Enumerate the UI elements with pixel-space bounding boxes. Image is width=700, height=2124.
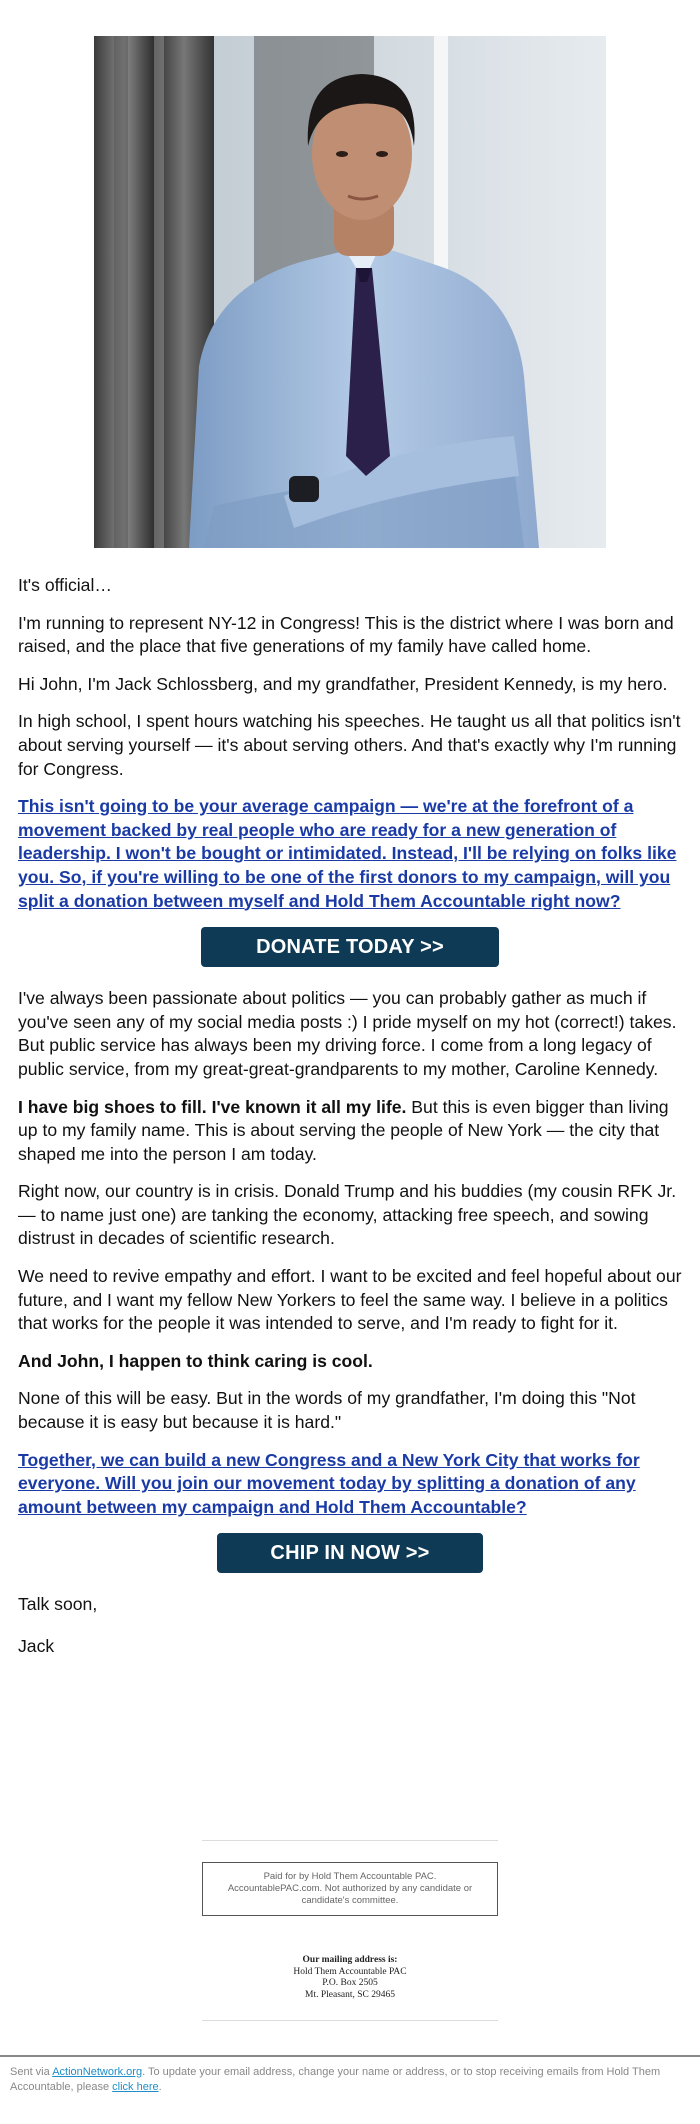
signature: Jack [18, 1636, 55, 1656]
announcement-paragraph: I'm running to represent NY-12 in Congress! This is the district where I was born and raised, and the place that five generations of my family have called home. [18, 612, 674, 657]
mailing-address [200, 1955, 500, 2001]
donate-button-row [18, 927, 682, 967]
high-school-paragraph: In high school, I spent hours watching his speeches. He taught us all that politics isn't about serving yourself — it's about serving others. And that's exactly why I'm running for Congress. [18, 711, 681, 779]
signoff-line: Talk soon, [18, 1594, 98, 1615]
mailing-org: Hold Them Accountable PAC [293, 1966, 407, 1977]
caring-paragraph [18, 1350, 682, 1374]
unsubscribe-link[interactable]: click here [112, 2081, 159, 2093]
actionnetwork-link[interactable]: ActionNetwork.org [52, 2066, 143, 2078]
disclaimer-line-1: Paid for by Hold Them Accountable PAC. [263, 1871, 437, 1882]
big-shoes-rest: But this is even bigger than living up to my family name. This is about serving the people of New York — the city that shaped me into the person I am today. [18, 1096, 669, 1164]
grandfather-quote-paragraph: None of this will be easy. But in the words of my grandfather, I'm doing this "Not because it is easy but because it is hard." [18, 1388, 636, 1433]
signoff [18, 1593, 682, 1658]
chip-in-button-row [18, 1533, 682, 1573]
chip-in-button[interactable]: CHIP IN NOW >> [217, 1533, 483, 1573]
hero-photo [94, 36, 606, 548]
donate-today-button[interactable]: DONATE TODAY >> [201, 927, 499, 967]
email-body [18, 562, 682, 1677]
mailing-heading: Our mailing address is: [302, 1955, 398, 1965]
crisis-paragraph: Right now, our country is in crisis. Donald Trump and his buddies (my cousin RFK Jr. — to name just one) are tanking the economy, attacking free speech, and sowing distrust in decades of scientific research. [18, 1181, 677, 1249]
intro-line: It's official… [18, 575, 112, 595]
caring-bold: And John, I happen to think caring is cool. [18, 1350, 373, 1371]
footer [10, 2065, 690, 2095]
donation-appeal-link[interactable]: This isn't going to be your average campaign — we're at the forefront of a movement backed by real people who are ready for a new generation of leadership. I won't be bought or intimidated. Instead, I'll be relying on folks like you. So, if you're willing to be one of the first donors to my campaign, will you split a donation between myself and Hold Them Accountable right now? [18, 796, 677, 911]
paid-for-disclaimer [202, 1862, 498, 1916]
divider-bottom [202, 2020, 498, 2021]
footer-rule [0, 2055, 700, 2057]
movement-appeal-link[interactable]: Together, we can build a new Congress and a New York City that works for everyone. Will you join our movement today by splitting a donation of any amount between my campaign and Hold Them Accountable? [18, 1449, 640, 1517]
passion-paragraph: I've always been passionate about politics — you can probably gather as much if you've seen any of my social media posts :) I pride myself on my hot (correct!) takes. But public service has always been my driving force. I come from a long legacy of public service, from my great-great-grandparents to my mother, Caroline Kennedy. [18, 988, 677, 1079]
divider-top [202, 1840, 498, 1841]
footer-middle: . To update your email address, change your name or address, or to stop receiving emails from Hold Them Accountable, please [10, 2066, 661, 2093]
big-shoes-paragraph [18, 1096, 682, 1167]
empathy-paragraph: We need to revive empathy and effort. I want to be excited and feel hopeful about our future, and I want my fellow New Yorkers to feel the same way. I believe in a politics that works for the people it was intended to serve, and I'm ready to fight for it. [18, 1266, 682, 1334]
disclaimer-line-2: AccountablePAC.com. Not authorized by any candidate or [227, 1883, 473, 1894]
greeting-paragraph: Hi John, I'm Jack Schlossberg, and my grandfather, President Kennedy, is my hero. [18, 673, 668, 694]
disclaimer-line-3: candidate's committee. [301, 1895, 399, 1906]
footer-prefix: Sent via [10, 2066, 53, 2078]
movement-appeal-paragraph [18, 1449, 682, 1520]
mailing-po-box: P.O. Box 2505 [322, 1978, 378, 1988]
big-shoes-bold: I have big shoes to fill. I've known it all my life. [18, 1096, 407, 1117]
footer-suffix: . [158, 2081, 162, 2093]
candidate-portrait-image [94, 36, 606, 548]
donation-appeal-paragraph [18, 795, 682, 913]
mailing-city: Mt. Pleasant, SC 29465 [305, 1989, 395, 2000]
